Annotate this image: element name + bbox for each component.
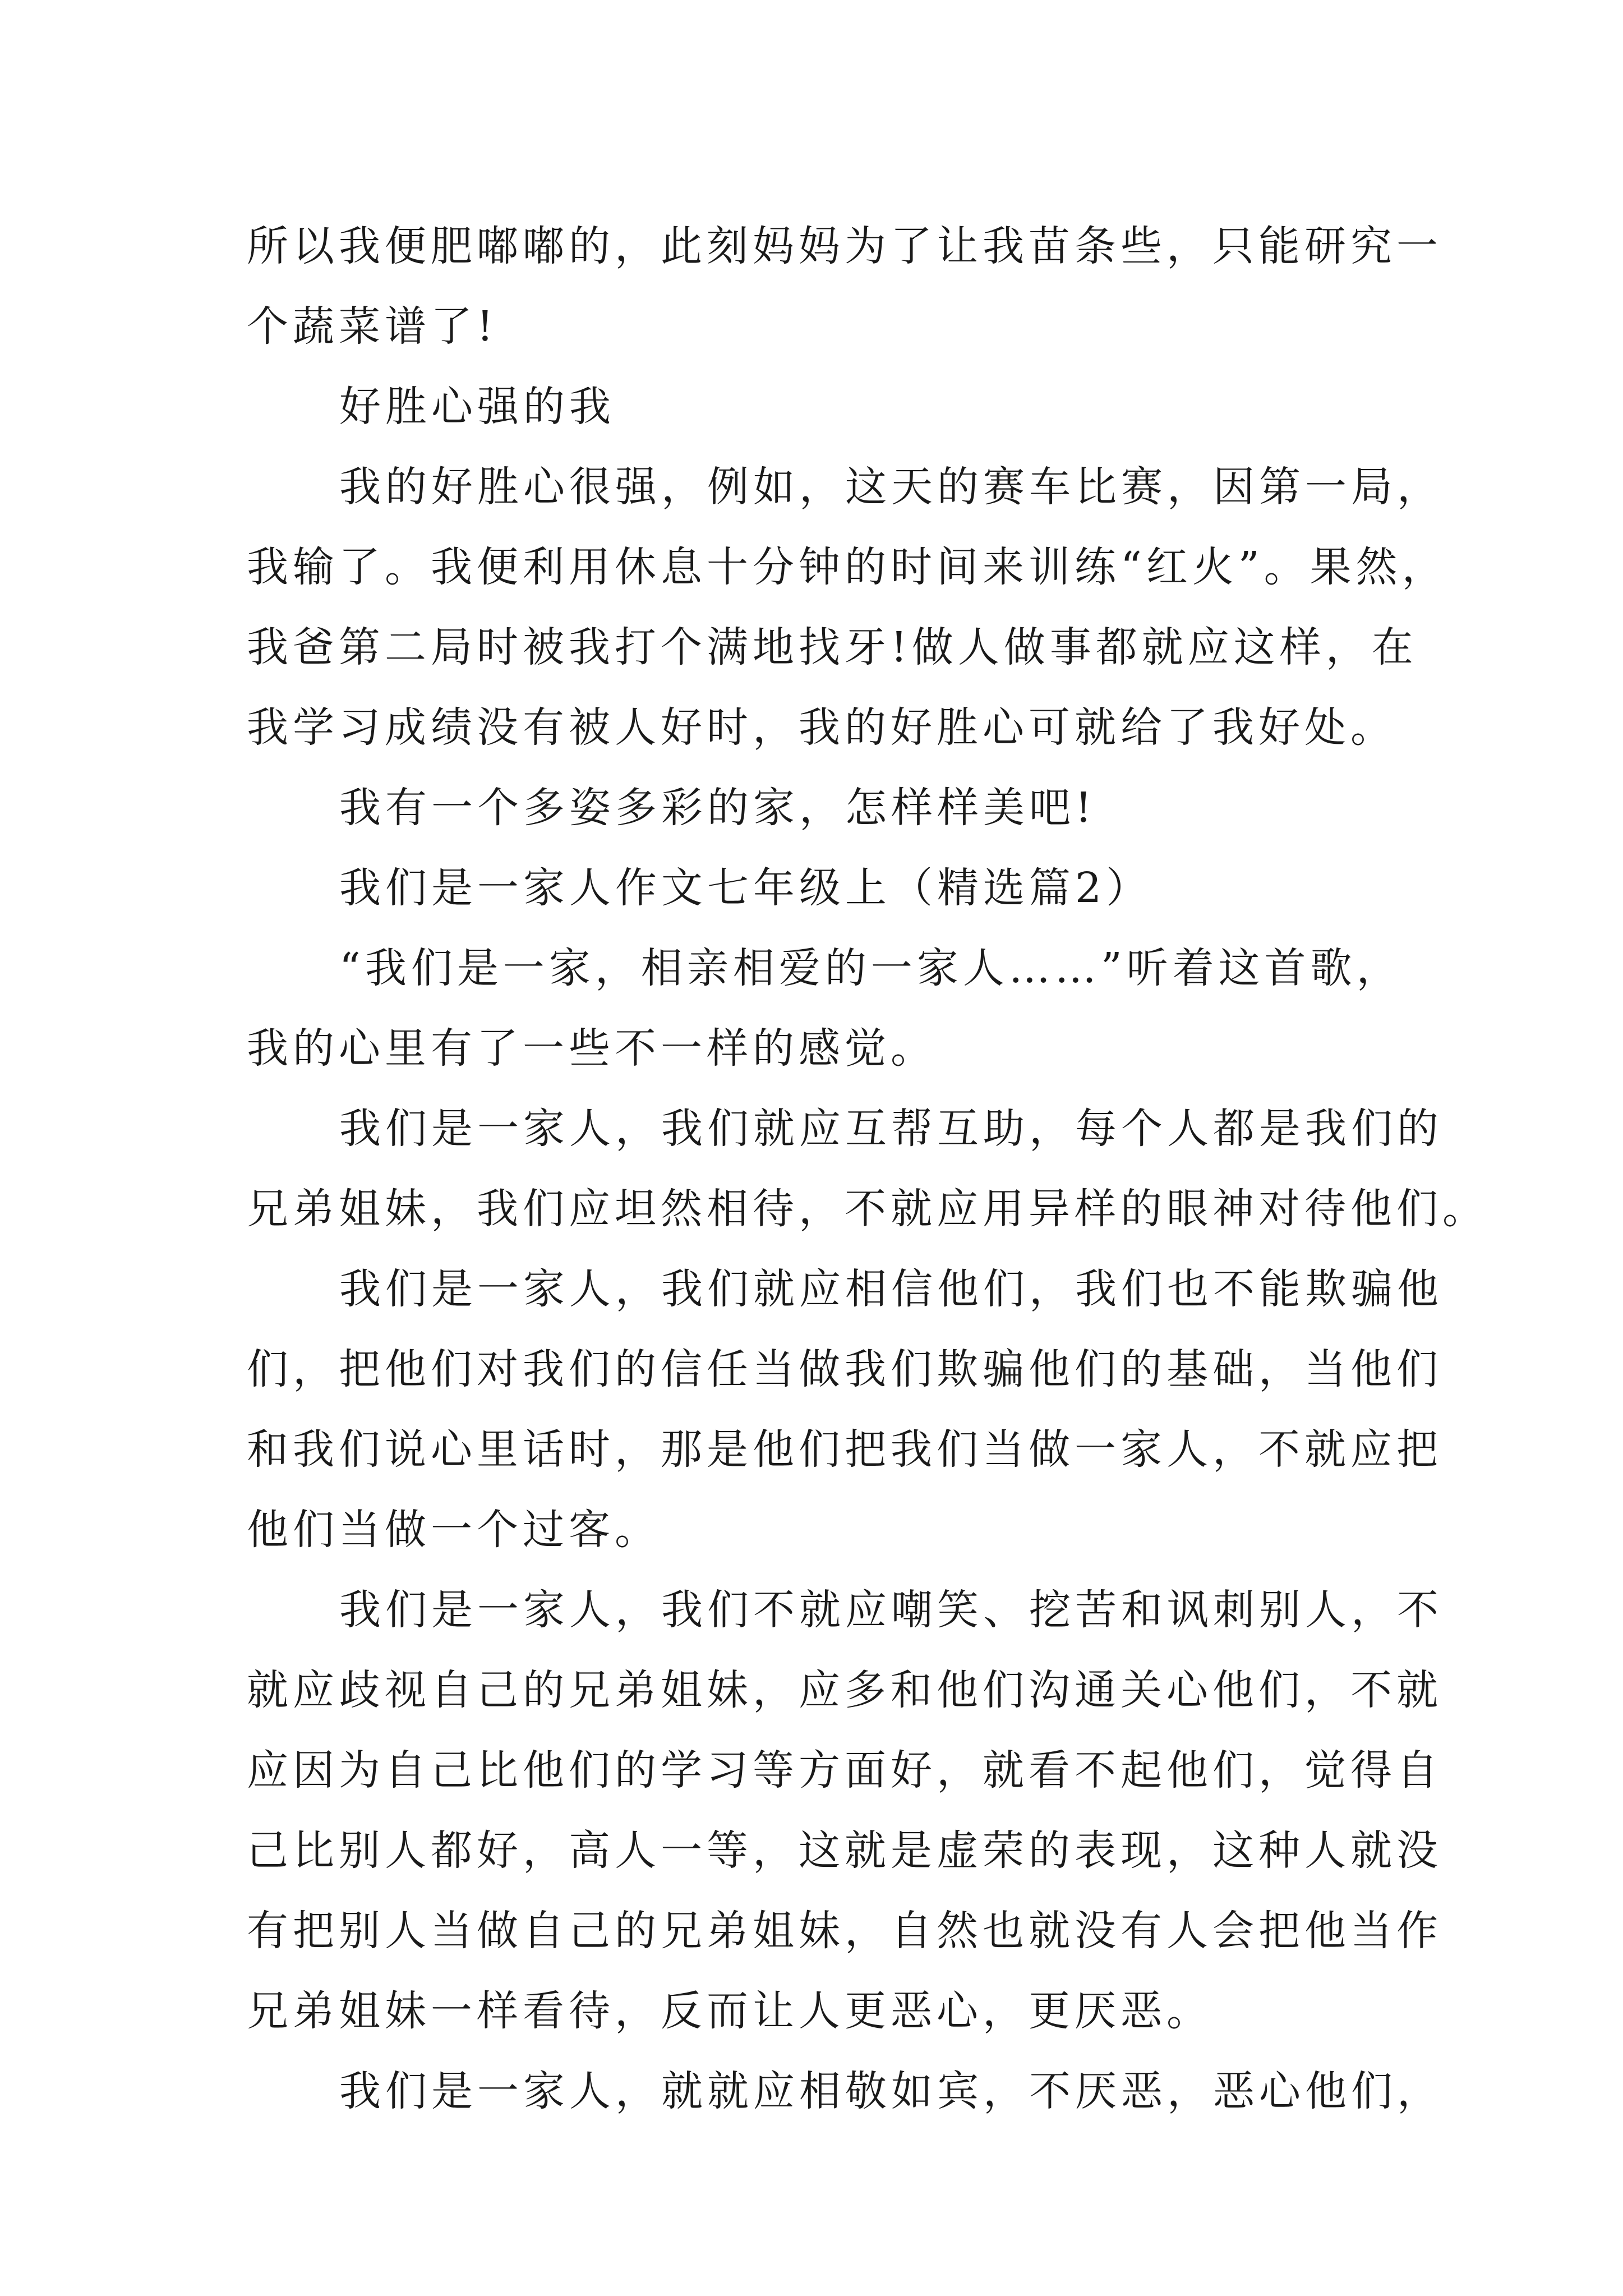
- text-line: 我的好胜心很强，例如，这天的赛车比赛，因第一局，: [339, 463, 1443, 511]
- text-line: 个蔬菜谱了!: [247, 302, 498, 351]
- text-line: 就应歧视自己的兄弟姐妹，应多和他们沟通关心他们，不就: [247, 1666, 1442, 1714]
- document-body: [247, 206, 1488, 2132]
- text-line: 我的心里有了一些不一样的感觉。: [247, 1024, 937, 1073]
- text-line: 兄弟姐妹，我们应坦然相待，不就应用异样的眼神对待他们。: [247, 1185, 1488, 1233]
- text-line: 己比别人都好，高人一等，这就是虚荣的表现，这种人就没: [247, 1826, 1442, 1875]
- text-line: 他们当做一个过客。: [247, 1506, 661, 1554]
- text-line: “我们是一家，相亲相爱的一家人……”听着这首歌，: [339, 944, 1403, 992]
- text-line: 我们是一家人，我们就应相信他们，我们也不能欺骗他: [339, 1265, 1443, 1313]
- text-line: 兄弟姐妹一样看待，反而让人更恶心，更厌恶。: [247, 1987, 1212, 2035]
- text-line: 们，把他们对我们的信任当做我们欺骗他们的基础，当他们: [247, 1345, 1442, 1393]
- text-line: 所以我便肥嘟嘟的，此刻妈妈为了让我苗条些，只能研究一: [247, 222, 1442, 270]
- text-line: 我爸第二局时被我打个满地找牙!做人做事都就应这样，在: [247, 623, 1418, 671]
- text-line: 我们是一家人作文七年级上（精选篇2）: [339, 864, 1152, 912]
- text-line: 和我们说心里话时，那是他们把我们当做一家人，不就应把: [247, 1425, 1442, 1474]
- text-line: 我输了。我便利用休息十分钟的时间来训练“红火”。果然，: [247, 543, 1448, 591]
- text-line: 应因为自己比他们的学习等方面好，就看不起他们，觉得自: [247, 1746, 1442, 1795]
- text-line: 我学习成绩没有被人好时，我的好胜心可就给了我好处。: [247, 703, 1396, 752]
- text-line: 好胜心强的我: [339, 383, 615, 431]
- text-line: 我们是一家人，我们就应互帮互助，每个人都是我们的: [339, 1105, 1443, 1153]
- text-line: 我们是一家人，就就应相敬如宾，不厌恶，恶心他们，: [339, 2067, 1443, 2115]
- text-line: 有把别人当做自己的兄弟姐妹，自然也就没有人会把他当作: [247, 1907, 1442, 1955]
- text-line: 我有一个多姿多彩的家，怎样样美吧!: [339, 784, 1096, 832]
- text-line: 我们是一家人，我们不就应嘲笑、挖苦和讽刺别人，不: [339, 1586, 1443, 1634]
